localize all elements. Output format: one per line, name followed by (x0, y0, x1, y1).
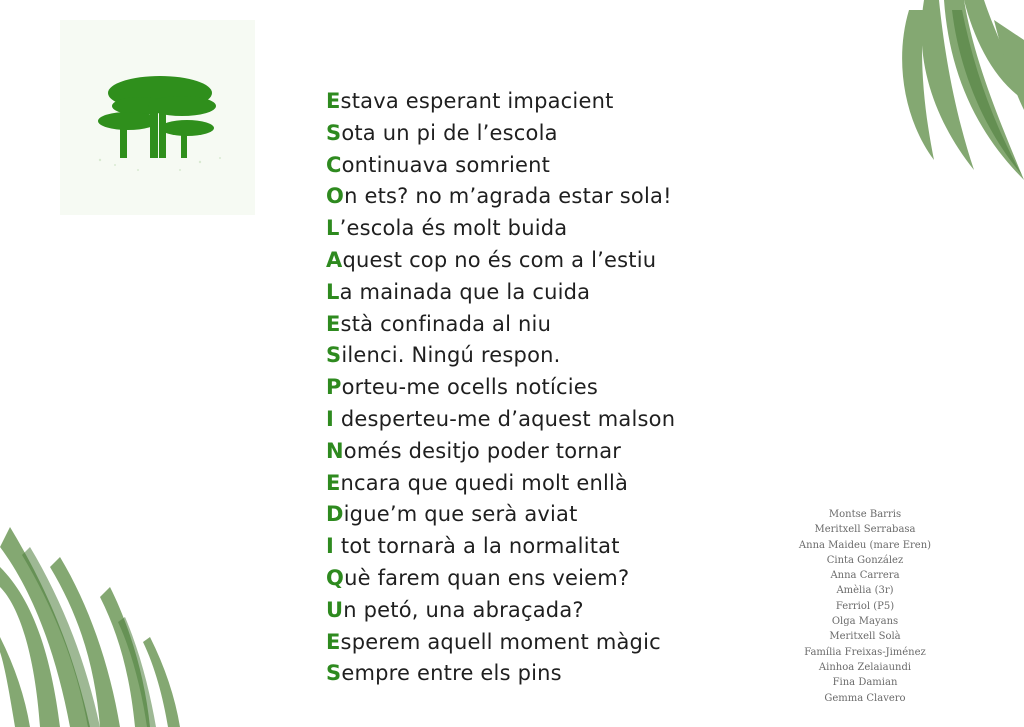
poem-line (326, 245, 675, 277)
palm-leaf-icon (0, 527, 220, 727)
poem-line-text: n petó, una abraçada? (343, 597, 584, 622)
credit-name: Cinta González (826, 554, 904, 566)
poem-initial-letter: O (326, 184, 345, 209)
credit-name: Montse Barris (828, 509, 902, 520)
poem-initial-letter: E (326, 470, 341, 495)
poem-initial-letter: N (326, 438, 344, 463)
poem-initial-letter: S (326, 343, 342, 368)
credit-name: Meritxell Serrabasa (814, 524, 916, 536)
poem-line (326, 404, 675, 436)
credit-name: Ferriol (P5) (835, 600, 895, 612)
poem-line (326, 531, 675, 563)
credit-name: Anna Carrera (830, 570, 900, 582)
credits-list (790, 507, 940, 706)
acrostic-poem (326, 86, 675, 690)
poem-line (326, 277, 675, 309)
poem-line (326, 563, 675, 595)
poem-initial-letter: E (326, 629, 341, 654)
poem-initial-letter: I (326, 406, 335, 431)
poem-line (326, 340, 675, 372)
poem-initial-letter: U (326, 597, 344, 622)
poem-line-text: empre entre els pins (341, 661, 562, 686)
poem-line (326, 627, 675, 659)
credit-name: Meritxell Solà (829, 631, 901, 643)
poem-initial-letter: S (326, 120, 342, 145)
poem-line (326, 372, 675, 404)
poem-line (326, 658, 675, 690)
poem-line-text: ota un pi de l’escola (341, 120, 558, 145)
poem-line (326, 213, 675, 245)
poem-line-text: omés desitjo poder tornar (343, 438, 622, 463)
poem-line-text: stava esperant impacient (340, 89, 614, 113)
poem-initial-letter: L (326, 216, 340, 241)
poem-line-text: orteu-me ocells notícies (341, 375, 599, 400)
poem-line-text: ilenci. Ningú respon. (341, 343, 561, 368)
credit-name: Família Freixas-Jiménez (804, 646, 926, 658)
poem-line-text: ’escola és molt buida (339, 216, 568, 241)
poem-line (326, 468, 675, 500)
poem-line (326, 118, 675, 150)
credit-name: Anna Maideu (mare Eren) (798, 539, 932, 551)
credit-name: Amèlia (3r) (836, 585, 894, 597)
poem-line-text: a mainada que la cuida (339, 279, 591, 304)
poem-initial-letter: C (326, 152, 342, 177)
poem-line (326, 499, 675, 531)
school-logo (60, 20, 255, 215)
poem-line (326, 181, 675, 213)
poem-line-text: ncara que quedi molt enllà (340, 470, 629, 495)
poem-line-text: igue’m que serà aviat (343, 502, 578, 527)
poem-line (326, 86, 675, 118)
poem-line (326, 150, 675, 182)
poem-line-text: tot tornarà a la normalitat (334, 534, 620, 559)
poem-initial-letter: A (326, 247, 343, 272)
poem-line-text: sperem aquell moment màgic (340, 629, 661, 654)
poem-line-text: quest cop no és com a l’estiu (342, 247, 657, 272)
poem-line-text: n ets? no m’agrada estar sola! (344, 184, 672, 209)
poem-initial-letter: D (326, 502, 344, 527)
poem-line-text: uè farem quan ens veiem? (344, 565, 630, 590)
poem-line (326, 436, 675, 468)
pine-trees-icon (60, 20, 255, 215)
poem-line-text: stà confinada al niu (340, 311, 552, 336)
poem-initial-letter: Q (326, 565, 345, 590)
credit-name: Olga Mayans (831, 616, 899, 628)
poem-line-text: desperteu-me d’aquest malson (334, 406, 676, 431)
poem-initial-letter: E (326, 311, 341, 336)
credit-name: Gemma Clavero (824, 692, 906, 704)
poem-line (326, 309, 675, 341)
poem-initial-letter: P (326, 375, 342, 400)
credit-name: Ainhoa Zelaiaundi (818, 661, 912, 673)
poem-initial-letter: E (326, 89, 341, 113)
poem-initial-letter: S (326, 661, 342, 686)
poem-line (326, 595, 675, 627)
poem-initial-letter: L (326, 279, 340, 304)
palm-leaf-icon (824, 0, 1024, 230)
poem-line-text: ontinuava somrient (341, 152, 551, 177)
poem-initial-letter: I (326, 534, 335, 559)
credit-name: Fina Damian (832, 677, 898, 689)
